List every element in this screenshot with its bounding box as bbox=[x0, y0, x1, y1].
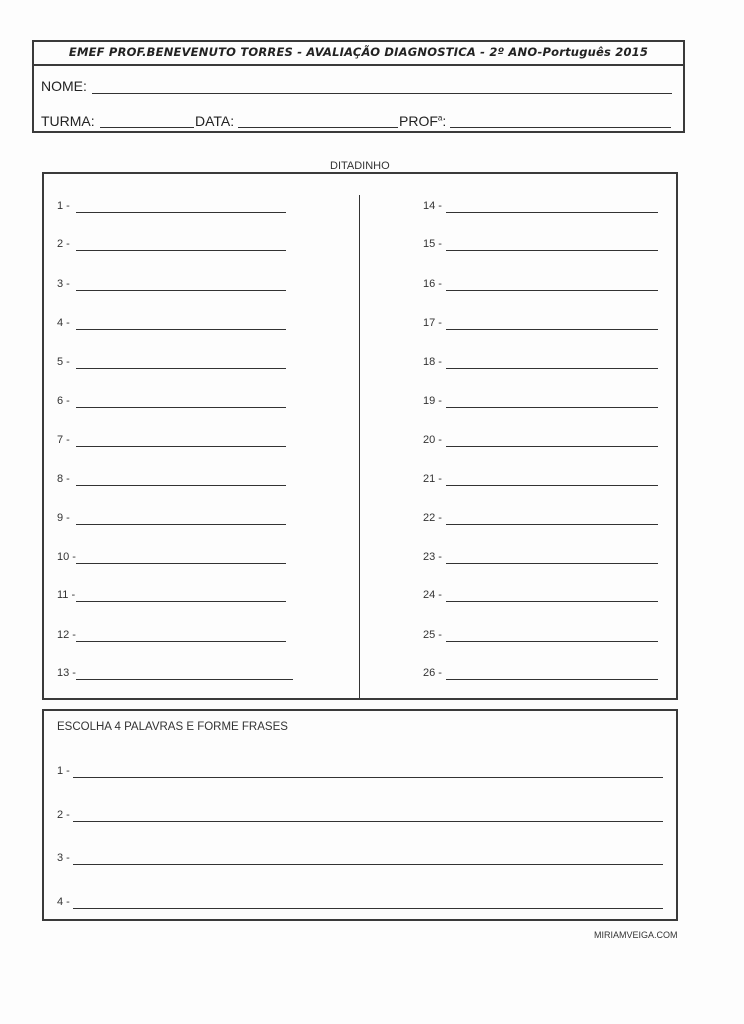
data-label: DATA: bbox=[195, 113, 235, 129]
ditado-item-label: 16 - bbox=[423, 278, 442, 290]
ditado-item-label: 20 - bbox=[423, 434, 442, 446]
nome-label: NOME: bbox=[41, 78, 87, 94]
ditado-item-label: 3 - bbox=[57, 278, 70, 290]
ditado-answer-line[interactable] bbox=[446, 368, 658, 369]
ditado-answer-line[interactable] bbox=[446, 601, 658, 602]
frase-answer-line[interactable] bbox=[73, 908, 663, 909]
ditado-item-label: 9 - bbox=[57, 512, 70, 524]
ditado-answer-line[interactable] bbox=[76, 368, 286, 369]
ditado-answer-line[interactable] bbox=[76, 563, 286, 564]
ditado-answer-line[interactable] bbox=[446, 407, 658, 408]
ditado-item-label: 13 - bbox=[57, 667, 76, 679]
nome-field[interactable] bbox=[92, 93, 672, 94]
ditado-item-label: 8 - bbox=[57, 473, 70, 485]
ditado-answer-line[interactable] bbox=[76, 679, 293, 680]
ditado-answer-line[interactable] bbox=[446, 641, 658, 642]
ditado-item-label: 12 - bbox=[57, 629, 76, 641]
ditado-item-label: 5 - bbox=[57, 356, 70, 368]
prof-label: PROF$^a$: bbox=[399, 113, 447, 129]
ditado-answer-line[interactable] bbox=[446, 290, 658, 291]
ditado-answer-line[interactable] bbox=[446, 485, 658, 486]
ditado-answer-line[interactable] bbox=[446, 250, 658, 251]
ditado-item-label: 6 - bbox=[57, 395, 70, 407]
ditado-item-label: 18 - bbox=[423, 356, 442, 368]
ditado-item-label: 19 - bbox=[423, 395, 442, 407]
ditado-item-label: 24 - bbox=[423, 589, 442, 601]
turma-label: TURMA: bbox=[41, 113, 95, 129]
frase-item-label: 2 - bbox=[57, 809, 70, 821]
frases-box bbox=[42, 709, 678, 921]
ditado-answer-line[interactable] bbox=[76, 290, 286, 291]
ditado-item-label: 10 - bbox=[57, 551, 76, 563]
frase-item-label: 1 - bbox=[57, 765, 70, 777]
ditado-box bbox=[42, 172, 678, 700]
ditado-answer-line[interactable] bbox=[446, 446, 658, 447]
ditado-answer-line[interactable] bbox=[446, 563, 658, 564]
ditado-item-label: 17 - bbox=[423, 317, 442, 329]
ditado-answer-line[interactable] bbox=[446, 524, 658, 525]
header-divider bbox=[34, 64, 683, 66]
ditado-answer-line[interactable] bbox=[76, 407, 286, 408]
ditado-answer-line[interactable] bbox=[446, 329, 658, 330]
header-box bbox=[32, 40, 685, 133]
data-field[interactable] bbox=[238, 127, 398, 128]
ditado-item-label: 21 - bbox=[423, 473, 442, 485]
ditado-item-label: 14 - bbox=[423, 200, 442, 212]
ditado-divider bbox=[359, 195, 360, 698]
ditado-item-label: 11 - bbox=[57, 589, 76, 601]
ditado-item-label: 2 - bbox=[57, 238, 70, 250]
ditado-item-label: 15 - bbox=[423, 238, 442, 250]
ditado-item-label: 22 - bbox=[423, 512, 442, 524]
ditado-item-label: 7 - bbox=[57, 434, 70, 446]
frase-item-label: 4 - bbox=[57, 896, 70, 908]
ditado-item-label: 23 - bbox=[423, 551, 442, 563]
frase-answer-line[interactable] bbox=[73, 777, 663, 778]
ditado-answer-line[interactable] bbox=[76, 524, 286, 525]
ditado-answer-line[interactable] bbox=[76, 485, 286, 486]
footer-credit: MIRIAMVEIGA.COM bbox=[594, 930, 678, 940]
ditado-answer-line[interactable] bbox=[76, 641, 286, 642]
ditado-item-label: 26 - bbox=[423, 667, 442, 679]
ditado-answer-line[interactable] bbox=[76, 601, 286, 602]
frases-title: ESCOLHA 4 PALAVRAS E FORME FRASES bbox=[57, 721, 288, 733]
ditado-answer-line[interactable] bbox=[76, 329, 286, 330]
frase-answer-line[interactable] bbox=[73, 864, 663, 865]
ditado-answer-line[interactable] bbox=[446, 679, 658, 680]
ditado-answer-line[interactable] bbox=[76, 250, 286, 251]
ditado-answer-line[interactable] bbox=[76, 446, 286, 447]
ditado-item-label: 4 - bbox=[57, 317, 70, 329]
ditado-item-label: 1 - bbox=[57, 200, 70, 212]
turma-field[interactable] bbox=[100, 127, 194, 128]
page-title: EMEF PROF.BENEVENUTO TORRES - AVALIAÇÃO DIAGNOSTICA - 2º ANO-Português 2015 bbox=[68, 45, 649, 59]
ditado-title: DITADINHO bbox=[330, 160, 390, 172]
ditado-answer-line[interactable] bbox=[446, 212, 658, 213]
ditado-answer-line[interactable] bbox=[76, 212, 286, 213]
frase-answer-line[interactable] bbox=[73, 821, 663, 822]
prof-field[interactable] bbox=[450, 127, 671, 128]
ditado-item-label: 25 - bbox=[423, 629, 442, 641]
frase-item-label: 3 - bbox=[57, 852, 70, 864]
